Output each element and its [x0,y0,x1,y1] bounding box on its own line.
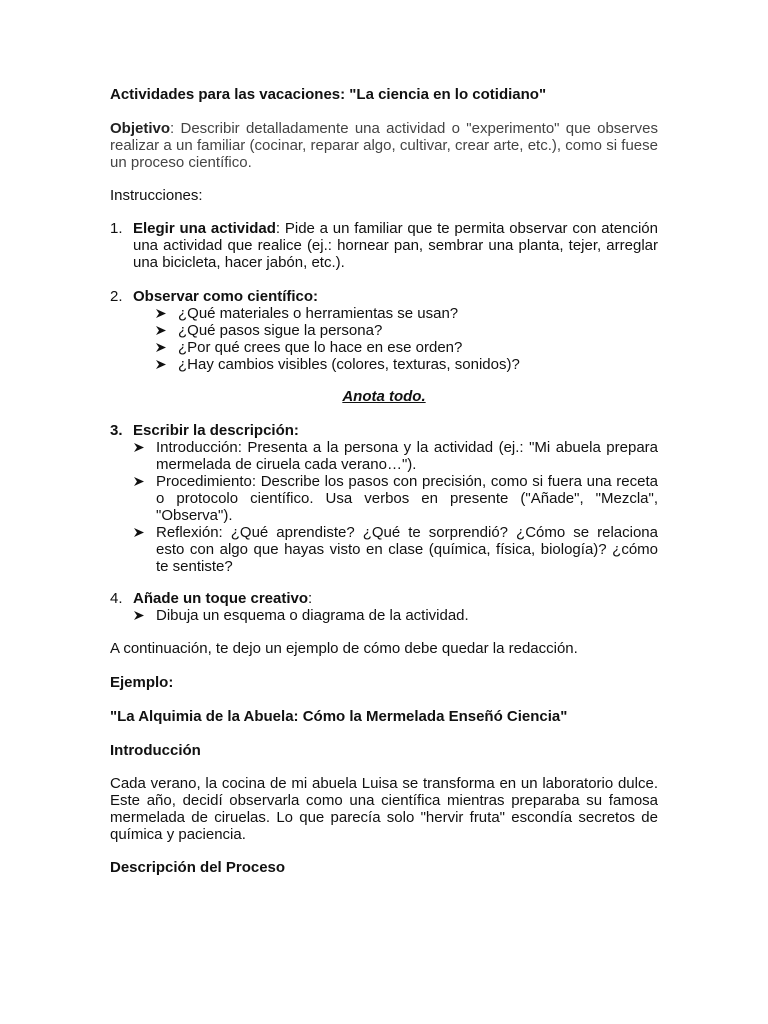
example-title: "La Alquimia de la Abuela: Cómo la Mermelada Enseñó Ciencia" [110,708,568,725]
step-2-number: 2. [110,288,123,305]
step-2 [110,288,658,374]
anota-todo-note: Anota todo. [342,388,426,405]
list-item: Dibuja un esquema o diagrama de la actividad. [133,607,658,624]
step-1 [110,220,658,272]
step-1-text: Elegir una actividad: Pide a un familiar que te permita observar con atención una actividad que realice (ej.: hornear pan, sembrar una planta, tejer, arreglar una bicicleta, hacer jabón, etc.). [133,220,658,271]
step-3-number: 3. [110,422,123,439]
step-4 [110,590,658,626]
step-3-heading: Escribir la descripción: [133,422,299,439]
intro-paragraph: Cada verano, la cocina de mi abuela Luisa se transforma en un laboratorio dulce. Este año, decidí observarla como una científica mientras preparaba su famosa mermelada de ciruelas. Lo que parecía solo "hervir fruta" escondía secretos de química y paciencia. [110,775,658,843]
list-item: ¿Qué materiales o herramientas se usan? [155,305,658,322]
arrow-bullet-icon [155,305,169,319]
arrow-bullet-icon [155,356,169,370]
list-item: ¿Hay cambios visibles (colores, texturas, sonidos)? [155,356,658,373]
step-4-bullets [133,607,658,624]
arrow-bullet-icon [155,339,169,353]
step-1-number: 1. [110,220,123,237]
continuation-text: A continuación, te dejo un ejemplo de cómo debe quedar la redacción. [110,640,578,657]
intro-heading: Introducción [110,742,201,759]
document-title: Actividades para las vacaciones: "La ciencia en lo cotidiano" [110,86,547,103]
list-item: ¿Por qué crees que lo hace en ese orden? [155,339,658,356]
list-item: ¿Qué pasos sigue la persona? [155,322,658,339]
step-4-number: 4. [110,590,123,607]
arrow-bullet-icon [133,439,147,453]
step-3 [110,422,658,577]
arrow-bullet-icon [133,473,147,487]
step-3-bullets [133,439,658,575]
list-item: Reflexión: ¿Qué aprendiste? ¿Qué te sorprendió? ¿Cómo se relaciona esto con algo que hayas visto en clase (química, física, biología)? ¿cómo te sentiste? [133,524,658,575]
objective-text: : Describir detalladamente una actividad o "experimento" que observes realizar a un familiar (cocinar, reparar algo, cultivar, crear arte, etc.), como si fuese un proceso científico. [110,120,658,171]
arrow-bullet-icon [155,322,169,336]
example-heading: Ejemplo: [110,674,174,691]
step-2-bullets [155,305,658,373]
process-heading: Descripción del Proceso [110,859,286,876]
instructions-heading: Instrucciones: [110,187,203,204]
arrow-bullet-icon [133,524,147,538]
list-item: Introducción: Presenta a la persona y la actividad (ej.: "Mi abuela prepara mermelada de ciruela cada verano…"). [133,439,658,473]
objective-label: Objetivo [110,120,171,137]
step-2-heading: Observar como científico: [133,288,319,305]
objective-paragraph [110,120,658,171]
arrow-bullet-icon [133,607,147,621]
step-4-heading: Añade un toque creativo: [133,590,313,607]
list-item: Procedimiento: Describe los pasos con precisión, como si fuera una receta o protocolo científico. Usa verbos en presente ("Añade", "Mezcla", "Observa"). [133,473,658,524]
